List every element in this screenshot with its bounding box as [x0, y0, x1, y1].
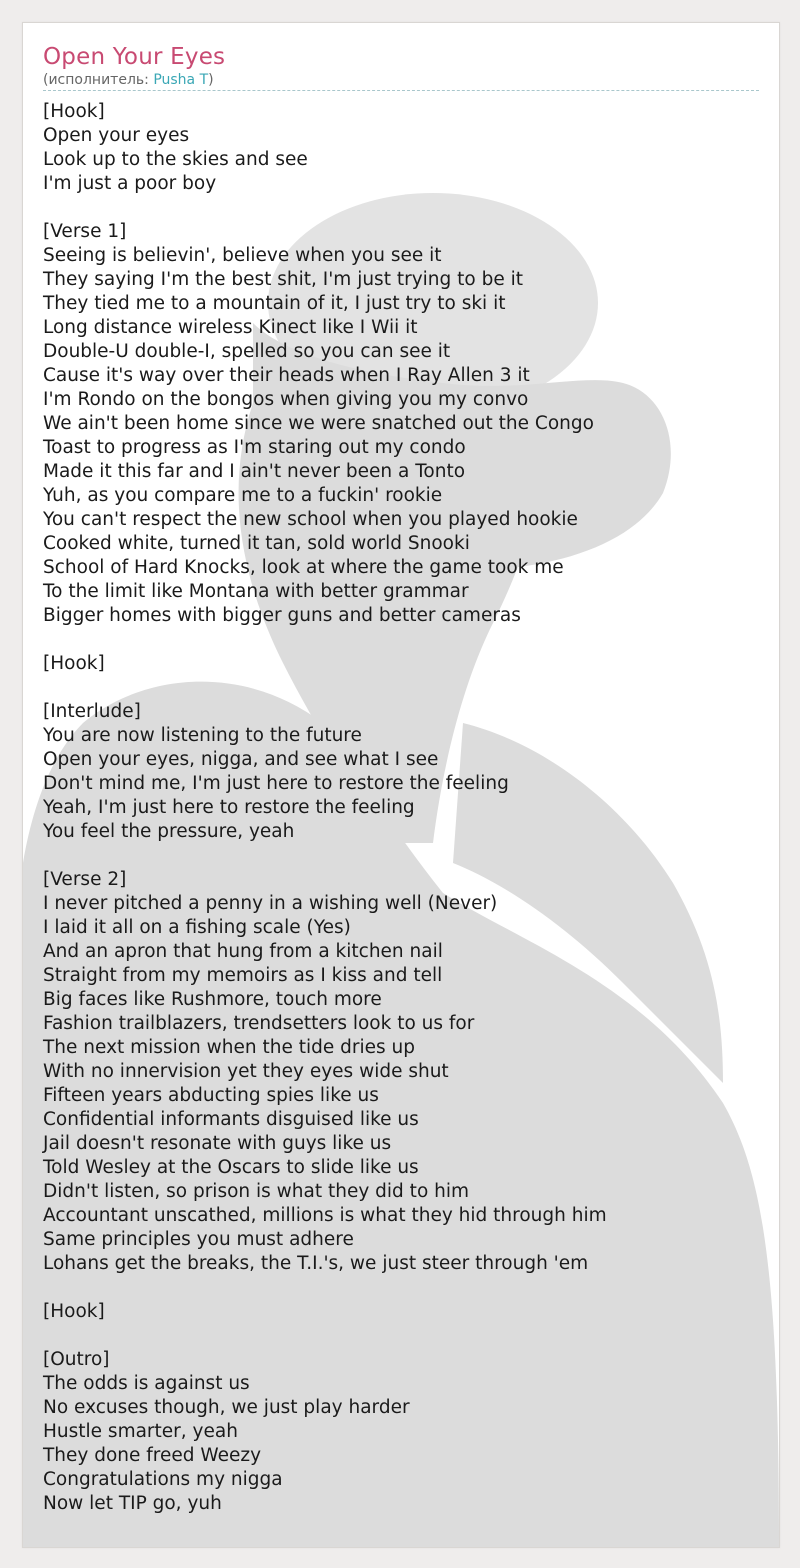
lyrics-line: They saying I'm the best shit, I'm just trying to be it [43, 269, 523, 290]
lyrics-line: Yeah, I'm just here to restore the feeling [43, 797, 415, 818]
lyrics-line: With no innervision yet they eyes wide shut [43, 1061, 449, 1082]
lyrics-line: Fashion trailblazers, trendsetters look to us for [43, 1013, 475, 1034]
lyrics-line: Double-U double-I, spelled so you can see it [43, 341, 451, 362]
artist-suffix: ) [208, 72, 214, 88]
lyrics-line: You are now listening to the future [43, 725, 362, 746]
lyrics-line: School of Hard Knocks, look at where the game took me [43, 557, 564, 578]
lyrics-line: Seeing is believin', believe when you see it [43, 245, 442, 266]
lyrics-line: Congratulations my nigga [43, 1469, 283, 1490]
lyrics-line: You can't respect the new school when you played hookie [43, 509, 578, 530]
lyrics-line: [Hook] [43, 101, 105, 122]
lyrics-blank-line [43, 676, 759, 700]
lyrics-line: To the limit like Montana with better grammar [43, 581, 469, 602]
artist-line [43, 71, 759, 89]
artist-link[interactable]: Pusha T [153, 72, 209, 88]
lyrics-line: Long distance wireless Kinect like I Wii it [43, 317, 418, 338]
lyrics-line: Accountant unscathed, millions is what they hid through him [43, 1205, 607, 1226]
lyrics-blank-line [43, 1276, 759, 1300]
lyrics-line: Open your eyes [43, 125, 190, 146]
lyrics-blank-line [43, 844, 759, 868]
song-title: Open Your Eyes [43, 44, 226, 70]
lyrics-line: You feel the pressure, yeah [43, 821, 295, 842]
lyrics-blank-line [43, 1324, 759, 1348]
artist-prefix: (исполнитель: [43, 72, 154, 88]
lyrics-line: Made it this far and I ain't never been a Tonto [43, 461, 466, 482]
lyrics-line: Yuh, as you compare me to a fuckin' rookie [43, 485, 443, 506]
song-header [43, 43, 759, 89]
lyrics-line: I laid it all on a fishing scale (Yes) [43, 917, 351, 938]
lyrics-line: Look up to the skies and see [43, 149, 308, 170]
lyrics-line: Hustle smarter, yeah [43, 1421, 238, 1442]
lyrics-card [22, 22, 780, 1548]
lyrics-line: They tied me to a mountain of it, I just try to ski it [43, 293, 506, 314]
lyrics-line: And an apron that hung from a kitchen nail [43, 941, 443, 962]
lyrics-line: Told Wesley at the Oscars to slide like us [43, 1157, 419, 1178]
lyrics-line: I'm just a poor boy [43, 173, 217, 194]
lyrics-text [43, 100, 759, 1516]
lyrics-line: [Hook] [43, 1301, 105, 1322]
lyrics-line: We ain't been home since we were snatched out the Congo [43, 413, 594, 434]
lyrics-line: Didn't listen, so prison is what they did to him [43, 1181, 470, 1202]
lyrics-line: Fifteen years abducting spies like us [43, 1085, 379, 1106]
lyrics-line: [Interlude] [43, 701, 141, 722]
lyrics-line: [Verse 2] [43, 869, 127, 890]
lyrics-line: Now let TIP go, yuh [43, 1493, 222, 1514]
lyrics-line: Big faces like Rushmore, touch more [43, 989, 382, 1010]
lyrics-line: [Hook] [43, 653, 105, 674]
lyrics-line: Toast to progress as I'm staring out my condo [43, 437, 466, 458]
lyrics-line: They done freed Weezy [43, 1445, 262, 1466]
lyrics-line: Don't mind me, I'm just here to restore the feeling [43, 773, 509, 794]
lyrics-line: Lohans get the breaks, the T.I.'s, we just steer through 'em [43, 1253, 589, 1274]
lyrics-line: I'm Rondo on the bongos when giving you my convo [43, 389, 529, 410]
lyrics-line: [Outro] [43, 1349, 110, 1370]
lyrics-line: Confidential informants disguised like us [43, 1109, 419, 1130]
lyrics-line: Open your eyes, nigga, and see what I see [43, 749, 439, 770]
lyrics-line: Cooked white, turned it tan, sold world Snooki [43, 533, 470, 554]
lyrics-line: Bigger homes with bigger guns and better cameras [43, 605, 521, 626]
header-divider [43, 90, 759, 91]
lyrics-line: Straight from my memoirs as I kiss and tell [43, 965, 443, 986]
lyrics-line: No excuses though, we just play harder [43, 1397, 410, 1418]
lyrics-line: I never pitched a penny in a wishing well (Never) [43, 893, 498, 914]
lyrics-line: Same principles you must adhere [43, 1229, 354, 1250]
lyrics-line: Jail doesn't resonate with guys like us [43, 1133, 392, 1154]
lyrics-line: The odds is against us [43, 1373, 250, 1394]
lyrics-line: The next mission when the tide dries up [43, 1037, 415, 1058]
lyrics-blank-line [43, 196, 759, 220]
lyrics-line: [Verse 1] [43, 221, 127, 242]
lyrics-blank-line [43, 628, 759, 652]
lyrics-line: Cause it's way over their heads when I Ray Allen 3 it [43, 365, 530, 386]
